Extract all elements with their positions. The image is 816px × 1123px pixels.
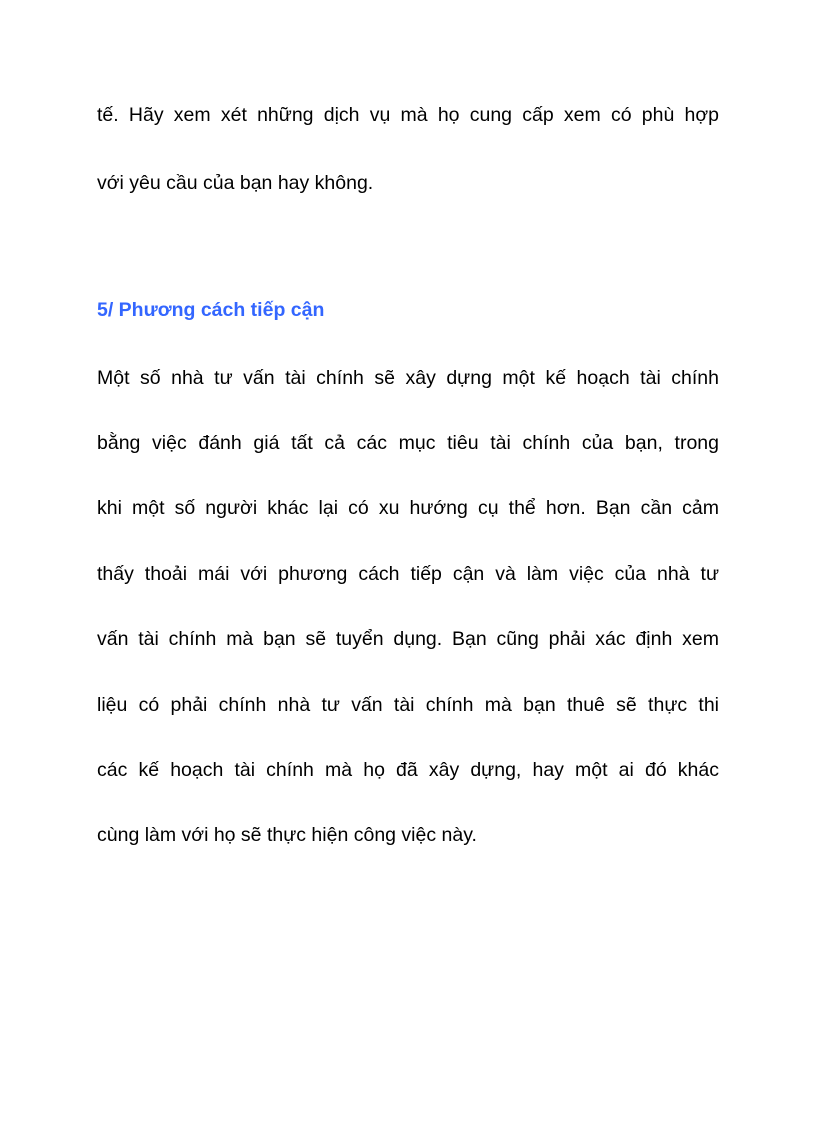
section-line-2: bằng việc đánh giá tất cả các mục tiêu tài chính của bạn, trong	[97, 432, 719, 454]
section-line-6: liệu có phải chính nhà tư vấn tài chính mà bạn thuê sẽ thực thi	[97, 694, 719, 716]
section-line-5: vấn tài chính mà bạn sẽ tuyển dụng. Bạn cũng phải xác định xem	[97, 628, 719, 650]
section-line-3: khi một số người khác lại có xu hướng cụ thể hơn. Bạn cần cảm	[97, 497, 719, 519]
section-line-4: thấy thoải mái với phương cách tiếp cận và làm việc của nhà tư	[97, 563, 719, 585]
intro-line-1: tế. Hãy xem xét những dịch vụ mà họ cung cấp xem có phù hợp	[97, 104, 719, 126]
section-heading: 5/ Phương cách tiếp cận	[97, 299, 325, 321]
intro-line-2: với yêu cầu của bạn hay không.	[97, 172, 374, 194]
section-line-7: các kế hoạch tài chính mà họ đã xây dựng, hay một ai đó khác	[97, 759, 719, 781]
section-line-8: cùng làm với họ sẽ thực hiện công việc này.	[97, 824, 477, 846]
section-line-1: Một số nhà tư vấn tài chính sẽ xây dựng một kế hoạch tài chính	[97, 367, 719, 389]
